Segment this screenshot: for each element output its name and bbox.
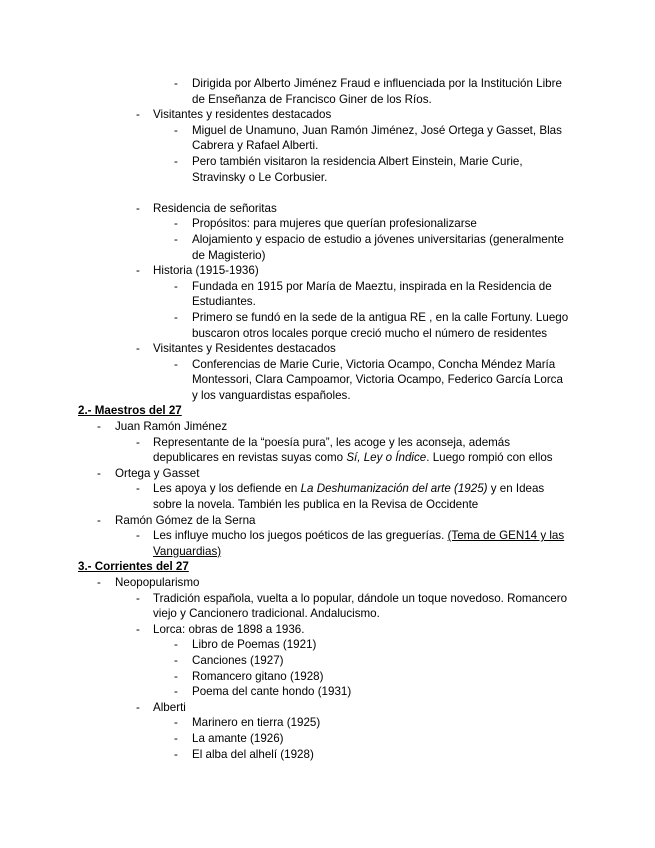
bullet-dash: -	[174, 232, 178, 246]
text-segment: Pero también visitaron la residencia Albert Einstein, Marie Curie,	[192, 154, 523, 168]
list-item	[0, 637, 655, 653]
list-item	[0, 700, 655, 716]
text-line	[192, 232, 655, 248]
text-line	[153, 450, 655, 466]
text-segment: Alberti	[153, 700, 186, 714]
text-segment: Conferencias de Marie Curie, Victoria Ocampo, Concha Méndez María	[192, 357, 556, 371]
text-line	[192, 715, 655, 731]
text-segment: Fundada en 1915 por María de Maeztu, inspirada en la Residencia de	[192, 279, 552, 293]
text-segment: Montessori, Clara Campoamor, Victoria Ocampo, Federico García Lorca	[192, 373, 563, 387]
text-line	[192, 357, 655, 373]
text-segment: Miguel de Unamuno, Juan Ramón Jiménez, José Ortega y Gasset, Blas	[192, 123, 562, 137]
list-item	[0, 528, 655, 559]
blank-line	[0, 185, 655, 201]
text-segment: Primero se fundó en la sede de la antigua RE , en la calle Fortuny. Luego	[192, 310, 569, 324]
bullet-dash: -	[97, 466, 101, 480]
text-line	[115, 466, 655, 482]
text-line	[192, 138, 655, 154]
text-segment: 3.- Corrientes del 27	[78, 560, 189, 574]
text-line	[192, 731, 655, 747]
list-item	[0, 310, 655, 341]
text-segment: 2.- Maestros del 27	[78, 404, 182, 418]
text-segment: depublicares en revistas suyas como	[153, 451, 347, 465]
text-line	[192, 388, 655, 404]
bullet-dash: -	[174, 716, 178, 730]
bullet-dash: -	[136, 482, 140, 496]
text-segment: Tradición española, vuelta a lo popular, dándole un toque novedoso. Romancero	[153, 591, 568, 605]
text-segment: Dirigida por Alberto Jiménez Fraud e influenciada por la Institución Libre	[192, 77, 562, 90]
bullet-dash: -	[174, 217, 178, 231]
text-segment: Juan Ramón Jiménez	[115, 420, 228, 434]
bullet-dash: -	[136, 108, 140, 122]
bullet-dash: -	[97, 513, 101, 527]
text-line	[192, 76, 655, 92]
text-segment: Canciones (1927)	[192, 653, 284, 667]
text-segment: de Enseñanza de Francisco Giner de los Ríos.	[192, 92, 432, 106]
text-line	[153, 544, 655, 560]
text-line	[153, 622, 655, 638]
bullet-dash: -	[174, 669, 178, 683]
text-segment: Les apoya y los defiende en	[153, 482, 301, 496]
section-heading	[0, 559, 655, 575]
text-segment: . Luego rompió con ellos	[426, 451, 553, 465]
bullet-dash: -	[136, 529, 140, 543]
list-item	[0, 419, 655, 435]
text-line	[192, 326, 655, 342]
list-item	[0, 357, 655, 404]
list-item	[0, 481, 655, 512]
bullet-dash: -	[174, 77, 178, 90]
bullet-dash: -	[174, 279, 178, 293]
text-segment: Stravinsky o Le Corbusier.	[192, 170, 328, 184]
bullet-dash: -	[136, 591, 140, 605]
list-item	[0, 731, 655, 747]
list-item	[0, 201, 655, 217]
text-segment: Representante de la “poesía pura”, les acoge y les aconseja, además	[153, 435, 511, 449]
list-item	[0, 107, 655, 123]
text-line	[153, 341, 655, 357]
bullet-dash: -	[174, 638, 178, 652]
text-line	[192, 653, 655, 669]
text-line	[192, 669, 655, 685]
bullet-dash: -	[174, 653, 178, 667]
text-line	[78, 403, 655, 419]
text-line	[192, 170, 655, 186]
list-item	[0, 76, 655, 107]
text-line	[192, 123, 655, 139]
text-segment: Neopopularismo	[115, 576, 200, 589]
text-segment: Visitantes y Residentes destacados	[153, 342, 336, 356]
text-segment: Romancero gitano (1928)	[192, 669, 324, 683]
text-segment: Ortega y Gasset	[115, 466, 200, 480]
list-item	[0, 684, 655, 700]
list-item	[0, 341, 655, 357]
text-line	[192, 372, 655, 388]
list-item	[0, 216, 655, 232]
text-line	[153, 107, 655, 123]
list-item	[0, 715, 655, 731]
text-segment: El alba del alhelí (1928)	[192, 747, 314, 761]
text-segment: sobre la novela. También les publica en la Revisa de Occidente	[153, 498, 479, 512]
bullet-dash: -	[136, 201, 140, 215]
list-item	[0, 466, 655, 482]
link-text[interactable]: (Tema de GEN14 y las	[447, 529, 565, 543]
bullet-dash: -	[136, 342, 140, 356]
list-item	[0, 279, 655, 310]
bullet-dash: -	[174, 685, 178, 699]
bullet-dash: -	[174, 123, 178, 137]
text-line	[192, 279, 655, 295]
text-line	[115, 575, 655, 591]
section-heading	[0, 403, 655, 419]
text-line	[153, 435, 655, 451]
text-line	[153, 263, 655, 279]
text-segment: viejo y Cancionero tradicional. Andalucismo.	[153, 607, 380, 621]
text-line	[192, 294, 655, 310]
text-line	[192, 310, 655, 326]
text-segment: Marinero en tierra (1925)	[192, 716, 321, 730]
text-segment: Ramón Gómez de la Serna	[115, 513, 256, 527]
bullet-dash: -	[136, 264, 140, 278]
text-line	[192, 747, 655, 763]
text-segment: y en Ideas	[487, 482, 545, 496]
text-segment: Poema del cante hondo (1931)	[192, 685, 352, 699]
text-segment: de Magisterio)	[192, 248, 266, 262]
text-segment: buscaron otros locales porque creció mucho el número de residentes	[192, 326, 548, 340]
text-line	[115, 513, 655, 529]
list-item	[0, 747, 655, 763]
italic-text: Sí, Ley o Índice	[346, 451, 427, 465]
document-body	[0, 76, 655, 762]
text-segment: Residencia de señoritas	[153, 201, 277, 215]
text-line	[153, 528, 655, 544]
text-segment: Historia (1915-1936)	[153, 264, 259, 278]
text-line	[153, 481, 655, 497]
italic-text: La Deshumanización del arte (1925)	[300, 482, 488, 496]
list-item	[0, 435, 655, 466]
bullet-dash: -	[174, 154, 178, 168]
bullet-dash: -	[174, 731, 178, 745]
text-segment: Propósitos: para mujeres que querían profesionalizarse	[192, 217, 477, 231]
text-line	[78, 559, 655, 575]
text-line	[153, 591, 655, 607]
text-line	[192, 216, 655, 232]
text-line	[192, 684, 655, 700]
text-line	[115, 419, 655, 435]
text-line	[153, 700, 655, 716]
text-segment: Estudiantes.	[192, 295, 256, 309]
bullet-dash: -	[174, 310, 178, 324]
bullet-dash: -	[136, 622, 140, 636]
text-line	[192, 92, 655, 108]
text-segment: Libro de Poemas (1921)	[192, 638, 317, 652]
list-item	[0, 591, 655, 622]
text-line	[153, 497, 655, 513]
list-item	[0, 123, 655, 154]
link-text[interactable]: Vanguardias)	[153, 544, 222, 558]
bullet-dash: -	[97, 576, 101, 589]
text-segment: Alojamiento y espacio de estudio a jóvenes universitarias (generalmente	[192, 232, 564, 246]
list-item	[0, 232, 655, 263]
bullet-dash: -	[174, 747, 178, 761]
list-item	[0, 154, 655, 185]
text-line	[153, 606, 655, 622]
text-line	[192, 154, 655, 170]
text-line	[192, 248, 655, 264]
text-line	[192, 637, 655, 653]
text-segment: Lorca: obras de 1898 a 1936.	[153, 622, 305, 636]
list-item	[0, 575, 655, 591]
text-segment: Cabrera y Rafael Alberti.	[192, 139, 319, 153]
text-segment: y los vanguardistas españoles.	[192, 388, 351, 402]
text-line	[153, 201, 655, 217]
text-segment: Visitantes y residentes destacados	[153, 108, 332, 122]
text-segment: Les influye mucho los juegos poéticos de las greguerías.	[153, 529, 448, 543]
list-item	[0, 622, 655, 638]
text-segment: La amante (1926)	[192, 731, 284, 745]
list-item	[0, 669, 655, 685]
list-item	[0, 653, 655, 669]
list-item	[0, 263, 655, 279]
bullet-dash: -	[136, 435, 140, 449]
bullet-dash: -	[174, 357, 178, 371]
bullet-dash: -	[136, 700, 140, 714]
list-item	[0, 513, 655, 529]
bullet-dash: -	[97, 420, 101, 434]
